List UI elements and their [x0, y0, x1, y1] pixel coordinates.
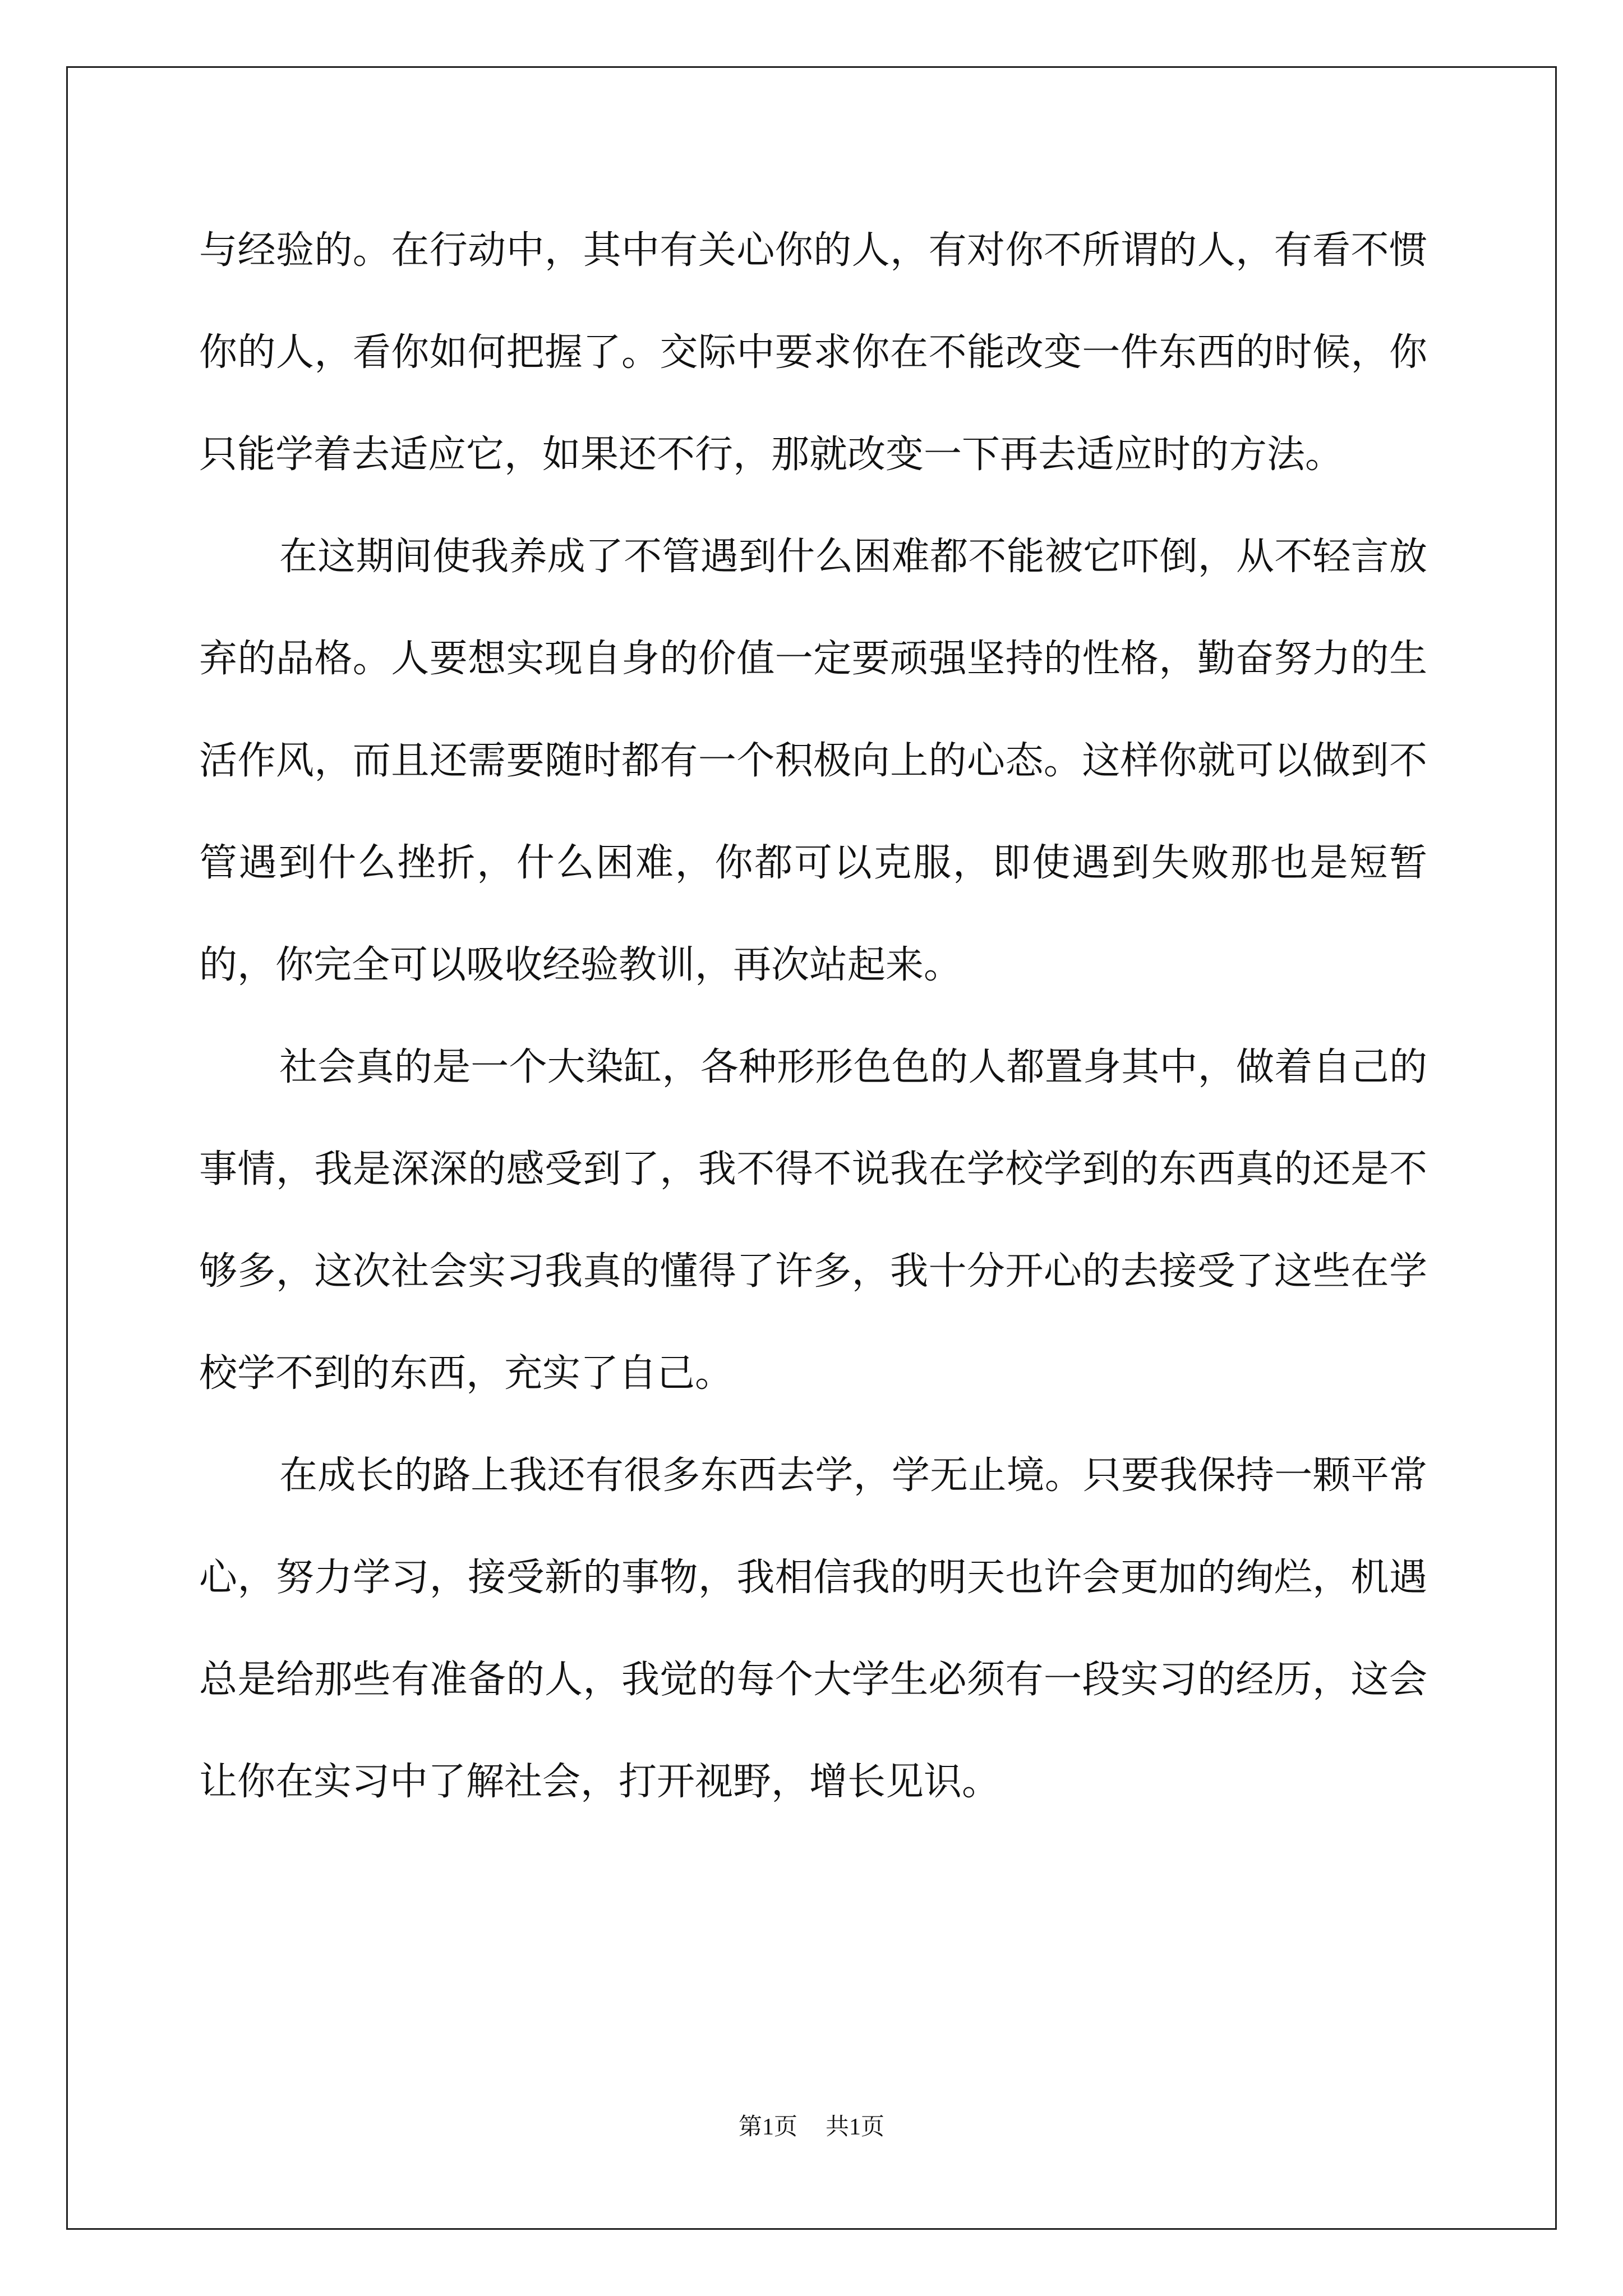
- paragraph-3: 社会真的是一个大染缸，各种形形色色的人都置身其中，做着自己的事情，我是深深的感受到了，我不得不说我在学校学到的东西真的还是不够多，这次社会实习我真的懂得了许多，我十分开心的去接受了这些在学校学不到的东西，充实了自己。: [199, 1045, 1427, 1396]
- document-body: [199, 200, 1427, 1833]
- page-number: 第1页: [738, 2114, 797, 2140]
- paragraph-2: 在这期间使我养成了不管遇到什么困难都不能被它吓倒，从不轻言放弃的品格。人要想实现自身的价值一定要顽强坚持的性格，勤奋努力的生活作风，而且还需要随时都有一个积极向上的心态。这样你就可以做到不管遇到什么挫折，什么困难，你都可以克服，即使遇到失败那也是短暂的，你完全可以吸收经验教训，再次站起来。: [199, 535, 1427, 987]
- paragraph-4: 在成长的路上我还有很多东西去学，学无止境。只要我保持一颗平常心，努力学习，接受新的事物，我相信我的明天也许会更加的绚烂，机遇总是给那些有准备的人，我觉的每个大学生必须有一段实习的经历，这会让你在实习中了解社会，打开视野，增长见识。: [199, 1453, 1427, 1804]
- page-total: 共1页: [826, 2114, 885, 2140]
- paragraph-1: 与经验的。在行动中，其中有关心你的人，有对你不所谓的人，有看不惯你的人，看你如何把握了。交际中要求你在不能改变一件东西的时候，你只能学着去适应它，如果还不行，那就改变一下再去适应时的方法。: [199, 228, 1427, 477]
- page-footer: [0, 2110, 1623, 2144]
